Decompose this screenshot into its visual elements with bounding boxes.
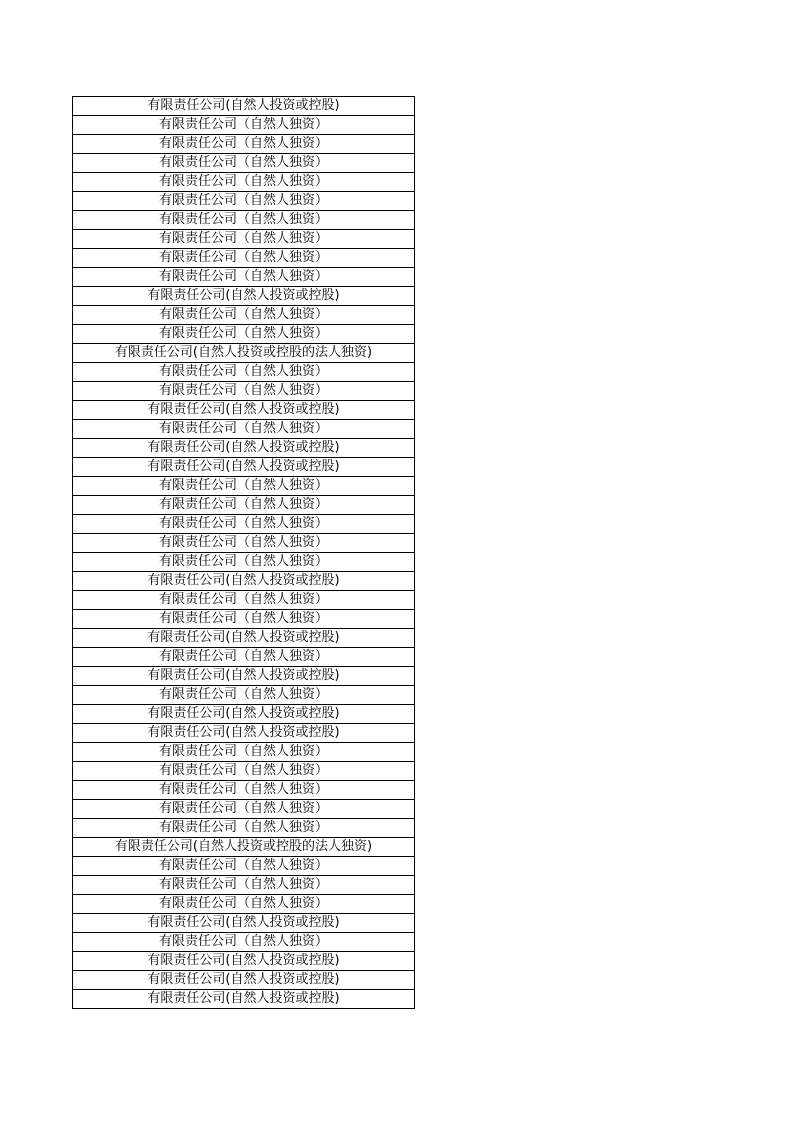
table-row xyxy=(73,287,415,306)
company-type-cell[interactable]: 有限责任公司（自然人独资） xyxy=(73,249,415,268)
table-row xyxy=(73,154,415,173)
company-type-cell[interactable]: 有限责任公司（自然人独资） xyxy=(73,306,415,325)
table-row xyxy=(73,515,415,534)
company-type-cell[interactable]: 有限责任公司（自然人独资） xyxy=(73,553,415,572)
company-type-cell[interactable]: 有限责任公司(自然人投资或控股) xyxy=(73,97,415,116)
company-type-cell[interactable]: 有限责任公司（自然人独资） xyxy=(73,591,415,610)
table-row xyxy=(73,743,415,762)
company-type-cell[interactable]: 有限责任公司(自然人投资或控股) xyxy=(73,401,415,420)
table-row xyxy=(73,838,415,857)
company-type-cell[interactable]: 有限责任公司（自然人独资） xyxy=(73,686,415,705)
company-type-cell[interactable]: 有限责任公司（自然人独资） xyxy=(73,325,415,344)
company-type-cell[interactable]: 有限责任公司（自然人独资） xyxy=(73,382,415,401)
table-row xyxy=(73,268,415,287)
table-row xyxy=(73,971,415,990)
table-row xyxy=(73,420,415,439)
company-type-cell[interactable]: 有限责任公司（自然人独资） xyxy=(73,363,415,382)
company-type-cell[interactable]: 有限责任公司（自然人独资） xyxy=(73,496,415,515)
company-type-cell[interactable]: 有限责任公司（自然人独资） xyxy=(73,857,415,876)
table-row xyxy=(73,667,415,686)
table-row xyxy=(73,781,415,800)
company-type-cell[interactable]: 有限责任公司（自然人独资） xyxy=(73,515,415,534)
table-row xyxy=(73,306,415,325)
table-row xyxy=(73,762,415,781)
table-row xyxy=(73,686,415,705)
table-row xyxy=(73,401,415,420)
table-row xyxy=(73,173,415,192)
table-row xyxy=(73,819,415,838)
table-row xyxy=(73,857,415,876)
company-type-cell[interactable]: 有限责任公司（自然人独资） xyxy=(73,268,415,287)
company-type-cell[interactable]: 有限责任公司(自然人投资或控股) xyxy=(73,724,415,743)
company-type-cell[interactable]: 有限责任公司（自然人独资） xyxy=(73,135,415,154)
company-type-cell[interactable]: 有限责任公司(自然人投资或控股) xyxy=(73,572,415,591)
table-row xyxy=(73,363,415,382)
company-type-cell[interactable]: 有限责任公司(自然人投资或控股) xyxy=(73,914,415,933)
company-type-cell[interactable]: 有限责任公司(自然人投资或控股) xyxy=(73,971,415,990)
table-row xyxy=(73,572,415,591)
table-row xyxy=(73,192,415,211)
table-row xyxy=(73,477,415,496)
company-type-cell[interactable]: 有限责任公司(自然人投资或控股的法人独资) xyxy=(73,344,415,363)
company-type-cell[interactable]: 有限责任公司(自然人投资或控股的法人独资) xyxy=(73,838,415,857)
table-row xyxy=(73,629,415,648)
table-row xyxy=(73,724,415,743)
company-type-cell[interactable]: 有限责任公司(自然人投资或控股) xyxy=(73,952,415,971)
company-type-cell[interactable]: 有限责任公司（自然人独资） xyxy=(73,876,415,895)
table-row xyxy=(73,230,415,249)
company-type-cell[interactable]: 有限责任公司（自然人独资） xyxy=(73,800,415,819)
company-type-table xyxy=(72,96,415,1009)
company-type-cell[interactable]: 有限责任公司(自然人投资或控股) xyxy=(73,667,415,686)
table-row xyxy=(73,705,415,724)
table-row xyxy=(73,344,415,363)
table-row xyxy=(73,876,415,895)
company-type-cell[interactable]: 有限责任公司(自然人投资或控股) xyxy=(73,629,415,648)
company-type-cell[interactable]: 有限责任公司（自然人独资） xyxy=(73,762,415,781)
company-type-cell[interactable]: 有限责任公司（自然人独资） xyxy=(73,173,415,192)
company-type-cell[interactable]: 有限责任公司（自然人独资） xyxy=(73,154,415,173)
company-type-cell[interactable]: 有限责任公司（自然人独资） xyxy=(73,933,415,952)
table-row xyxy=(73,97,415,116)
table-row xyxy=(73,648,415,667)
company-type-cell[interactable]: 有限责任公司（自然人独资） xyxy=(73,420,415,439)
table-body xyxy=(73,97,415,1009)
table-row xyxy=(73,952,415,971)
company-type-cell[interactable]: 有限责任公司（自然人独资） xyxy=(73,648,415,667)
table-row xyxy=(73,610,415,629)
table-row xyxy=(73,933,415,952)
company-type-cell[interactable]: 有限责任公司（自然人独资） xyxy=(73,610,415,629)
company-type-cell[interactable]: 有限责任公司（自然人独资） xyxy=(73,116,415,135)
table-row xyxy=(73,116,415,135)
company-type-cell[interactable]: 有限责任公司(自然人投资或控股) xyxy=(73,458,415,477)
table-row xyxy=(73,553,415,572)
company-type-cell[interactable]: 有限责任公司（自然人独资） xyxy=(73,192,415,211)
table-row xyxy=(73,325,415,344)
company-type-cell[interactable]: 有限责任公司(自然人投资或控股) xyxy=(73,439,415,458)
table-row xyxy=(73,591,415,610)
company-type-cell[interactable]: 有限责任公司（自然人独资） xyxy=(73,477,415,496)
company-type-cell[interactable]: 有限责任公司(自然人投资或控股) xyxy=(73,990,415,1009)
company-type-cell[interactable]: 有限责任公司（自然人独资） xyxy=(73,781,415,800)
company-type-cell[interactable]: 有限责任公司（自然人独资） xyxy=(73,743,415,762)
table-row xyxy=(73,382,415,401)
table-row xyxy=(73,439,415,458)
table-row xyxy=(73,496,415,515)
company-type-cell[interactable]: 有限责任公司(自然人投资或控股) xyxy=(73,705,415,724)
table-row xyxy=(73,211,415,230)
company-type-cell[interactable]: 有限责任公司（自然人独资） xyxy=(73,230,415,249)
company-type-cell[interactable]: 有限责任公司(自然人投资或控股) xyxy=(73,287,415,306)
table-row xyxy=(73,914,415,933)
table-row xyxy=(73,990,415,1009)
table-row xyxy=(73,534,415,553)
company-type-cell[interactable]: 有限责任公司（自然人独资） xyxy=(73,534,415,553)
table-row xyxy=(73,249,415,268)
table-row xyxy=(73,895,415,914)
table-row xyxy=(73,458,415,477)
table-row xyxy=(73,800,415,819)
company-type-cell[interactable]: 有限责任公司（自然人独资） xyxy=(73,819,415,838)
company-type-cell[interactable]: 有限责任公司（自然人独资） xyxy=(73,211,415,230)
table-row xyxy=(73,135,415,154)
company-type-cell[interactable]: 有限责任公司（自然人独资） xyxy=(73,895,415,914)
